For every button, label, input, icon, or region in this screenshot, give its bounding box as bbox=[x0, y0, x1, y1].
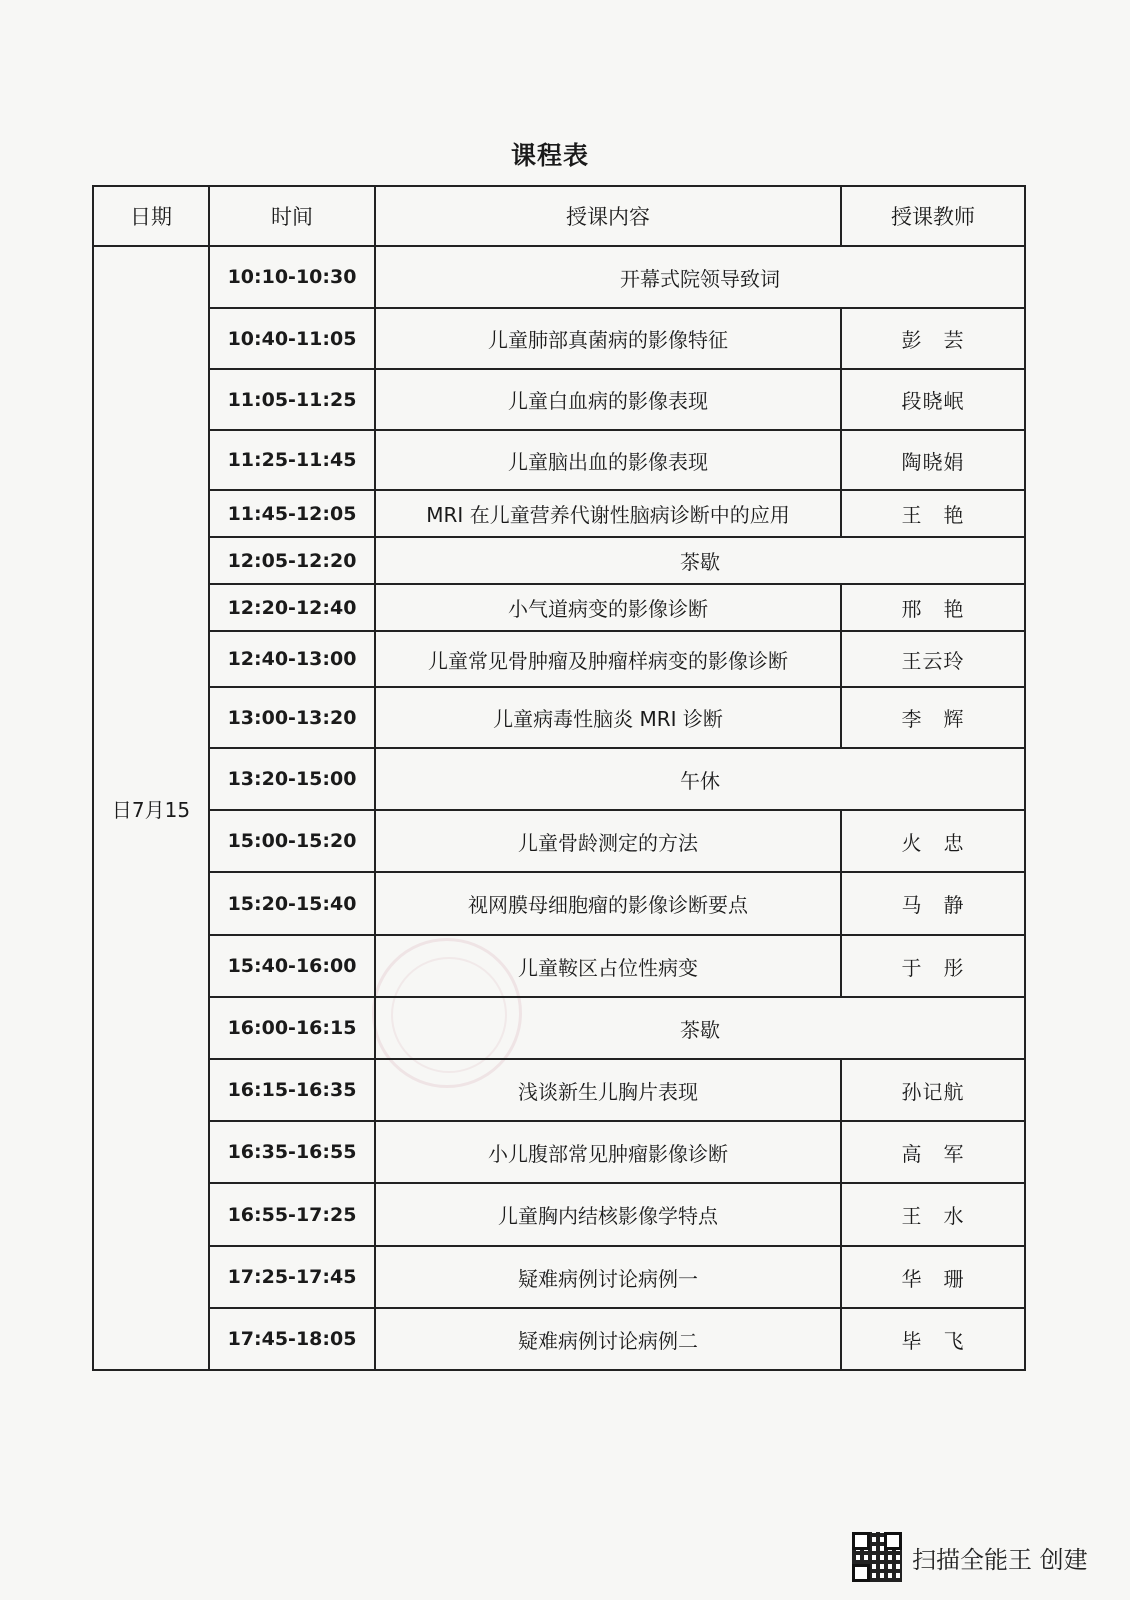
header-teacher: 授课教师 bbox=[841, 186, 1025, 246]
content-cell: 儿童鞍区占位性病变 bbox=[375, 935, 841, 997]
table-row bbox=[93, 872, 1025, 935]
table-row bbox=[93, 687, 1025, 748]
time-cell: 17:45-18:05 bbox=[209, 1308, 375, 1370]
teacher-cell: 王云玲 bbox=[841, 631, 1025, 687]
table-row bbox=[93, 584, 1025, 631]
table-row bbox=[93, 935, 1025, 997]
time-cell: 15:40-16:00 bbox=[209, 935, 375, 997]
time-cell: 11:25-11:45 bbox=[209, 430, 375, 490]
content-cell: 茶歇 bbox=[375, 997, 1025, 1059]
content-cell: 儿童肺部真菌病的影像特征 bbox=[375, 308, 841, 369]
time-cell: 11:45-12:05 bbox=[209, 490, 375, 537]
time-cell: 16:55-17:25 bbox=[209, 1183, 375, 1246]
teacher-cell: 火 忠 bbox=[841, 810, 1025, 872]
teacher-cell: 邢 艳 bbox=[841, 584, 1025, 631]
table-row bbox=[93, 1121, 1025, 1183]
content-cell: 视网膜母细胞瘤的影像诊断要点 bbox=[375, 872, 841, 935]
scanner-watermark bbox=[852, 1532, 1088, 1582]
time-cell: 10:40-11:05 bbox=[209, 308, 375, 369]
time-cell: 13:20-15:00 bbox=[209, 748, 375, 810]
table-row bbox=[93, 997, 1025, 1059]
table-row bbox=[93, 490, 1025, 537]
table-row bbox=[93, 1183, 1025, 1246]
time-cell: 15:00-15:20 bbox=[209, 810, 375, 872]
time-cell: 10:10-10:30 bbox=[209, 246, 375, 308]
table-row bbox=[93, 1059, 1025, 1121]
date-cell: 日7月15 bbox=[93, 246, 209, 1370]
time-cell: 16:15-16:35 bbox=[209, 1059, 375, 1121]
content-cell: 浅谈新生儿胸片表现 bbox=[375, 1059, 841, 1121]
time-cell: 12:05-12:20 bbox=[209, 537, 375, 584]
table-row bbox=[93, 810, 1025, 872]
header-content: 授课内容 bbox=[375, 186, 841, 246]
teacher-cell: 段晓岷 bbox=[841, 369, 1025, 430]
table-row bbox=[93, 369, 1025, 430]
table-row bbox=[93, 246, 1025, 308]
teacher-cell: 高 军 bbox=[841, 1121, 1025, 1183]
header-date: 日期 bbox=[93, 186, 209, 246]
table-row bbox=[93, 748, 1025, 810]
time-cell: 17:25-17:45 bbox=[209, 1246, 375, 1308]
page-title: 课程表 bbox=[510, 141, 589, 170]
table-row bbox=[93, 1246, 1025, 1308]
content-cell: 儿童脑出血的影像表现 bbox=[375, 430, 841, 490]
qr-code-icon bbox=[852, 1532, 902, 1582]
content-cell: 开幕式院领导致词 bbox=[375, 246, 1025, 308]
time-cell: 16:35-16:55 bbox=[209, 1121, 375, 1183]
time-cell: 12:20-12:40 bbox=[209, 584, 375, 631]
teacher-cell: 彭 芸 bbox=[841, 308, 1025, 369]
table-header-row bbox=[93, 186, 1025, 246]
time-cell: 15:20-15:40 bbox=[209, 872, 375, 935]
content-cell: MRI 在儿童营养代谢性脑病诊断中的应用 bbox=[375, 490, 841, 537]
content-cell: 茶歇 bbox=[375, 537, 1025, 584]
time-cell: 11:05-11:25 bbox=[209, 369, 375, 430]
teacher-cell: 李 辉 bbox=[841, 687, 1025, 748]
teacher-cell: 王 水 bbox=[841, 1183, 1025, 1246]
content-cell: 儿童胸内结核影像学特点 bbox=[375, 1183, 841, 1246]
schedule-table bbox=[92, 185, 1026, 1371]
content-cell: 午休 bbox=[375, 748, 1025, 810]
teacher-cell: 孙记航 bbox=[841, 1059, 1025, 1121]
time-cell: 12:40-13:00 bbox=[209, 631, 375, 687]
table-row bbox=[93, 308, 1025, 369]
teacher-cell: 华 珊 bbox=[841, 1246, 1025, 1308]
content-cell: 小气道病变的影像诊断 bbox=[375, 584, 841, 631]
table-row bbox=[93, 1308, 1025, 1370]
teacher-cell: 王 艳 bbox=[841, 490, 1025, 537]
teacher-cell: 毕 飞 bbox=[841, 1308, 1025, 1370]
content-cell: 疑难病例讨论病例二 bbox=[375, 1308, 841, 1370]
table-row bbox=[93, 537, 1025, 584]
header-time: 时间 bbox=[209, 186, 375, 246]
time-cell: 13:00-13:20 bbox=[209, 687, 375, 748]
time-cell: 16:00-16:15 bbox=[209, 997, 375, 1059]
content-cell: 儿童骨龄测定的方法 bbox=[375, 810, 841, 872]
content-cell: 小儿腹部常见肿瘤影像诊断 bbox=[375, 1121, 841, 1183]
teacher-cell: 陶晓娟 bbox=[841, 430, 1025, 490]
content-cell: 儿童常见骨肿瘤及肿瘤样病变的影像诊断 bbox=[375, 631, 841, 687]
table-row bbox=[93, 430, 1025, 490]
content-cell: 儿童白血病的影像表现 bbox=[375, 369, 841, 430]
scanner-text: 扫描全能王 创建 bbox=[912, 1545, 1088, 1574]
table-row bbox=[93, 631, 1025, 687]
teacher-cell: 于 彤 bbox=[841, 935, 1025, 997]
content-cell: 疑难病例讨论病例一 bbox=[375, 1246, 841, 1308]
schedule-body bbox=[93, 246, 1025, 1370]
content-cell: 儿童病毒性脑炎 MRI 诊断 bbox=[375, 687, 841, 748]
teacher-cell: 马 静 bbox=[841, 872, 1025, 935]
